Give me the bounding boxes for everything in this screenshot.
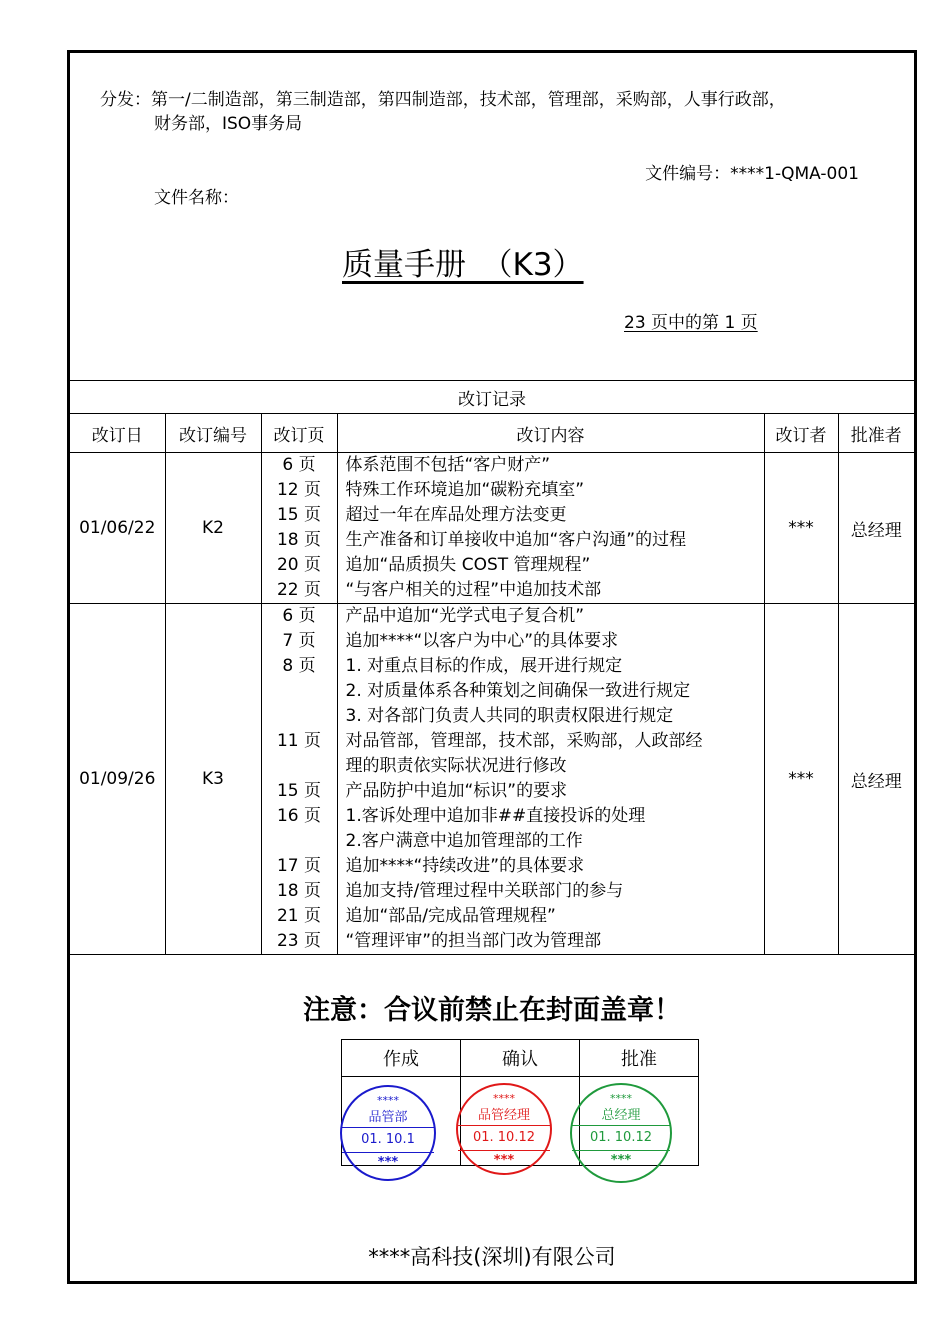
revision-number: K2 xyxy=(165,453,261,604)
list-item: 追加****“以客户为中心”的具体要求 xyxy=(345,631,619,651)
list-item: 18 页 xyxy=(276,530,322,550)
list-item: 17 页 xyxy=(276,856,322,876)
list-item: 追加****“持续改进”的具体要求 xyxy=(345,856,585,876)
stamp-name: *** xyxy=(610,1153,632,1168)
list-item: 理的职责依实际状况进行修改 xyxy=(345,756,567,776)
column-header-number: 改订编号 xyxy=(165,414,261,453)
list-item xyxy=(262,829,337,854)
list-item: 追加“品质损失 COST 管理规程” xyxy=(345,555,591,575)
stamp-date: 01. 10.1 xyxy=(342,1127,434,1153)
list-item: 15 页 xyxy=(276,781,322,801)
stamp-confirmed xyxy=(456,1083,552,1175)
list-item: 15 页 xyxy=(276,505,322,525)
list-item: “管理评审”的担当部门改为管理部 xyxy=(345,931,602,951)
stamp-name: *** xyxy=(493,1153,515,1168)
list-item: 3. 对各部门负责人共同的职责权限进行规定 xyxy=(345,706,674,726)
list-item: 1.客诉处理中追加非##直接投诉的处理 xyxy=(345,806,646,826)
column-header-reviser: 改订者 xyxy=(764,414,838,453)
list-item: 11 页 xyxy=(276,731,322,751)
list-item: 12 页 xyxy=(276,480,322,500)
document-number: 文件编号：****1-QMA-001 xyxy=(645,164,859,184)
list-item: 6 页 xyxy=(282,455,316,475)
revision-contents xyxy=(337,453,764,604)
list-item: 产品防护中追加“标识”的要求 xyxy=(345,781,568,801)
document-title: 质量手册 （K3） xyxy=(342,247,584,283)
list-item: 特殊工作环境追加“碳粉充填室” xyxy=(345,480,585,500)
list-item xyxy=(262,754,337,779)
revision-table xyxy=(70,380,914,955)
revision-number: K3 xyxy=(165,604,261,955)
document-name-label: 文件名称： xyxy=(154,188,239,208)
list-item: 8 页 xyxy=(282,656,316,676)
signoff-label-prepared: 作成 xyxy=(342,1040,461,1077)
signoff-label-approved: 批准 xyxy=(580,1040,699,1077)
table-row xyxy=(70,453,914,604)
revision-pages xyxy=(261,453,337,604)
list-item: 6 页 xyxy=(282,606,316,626)
revision-date: 01/06/22 xyxy=(70,453,165,604)
column-header-content: 改订内容 xyxy=(337,414,764,453)
list-item: 16 页 xyxy=(276,806,322,826)
list-item: 2. 对质量体系各种策划之间确保一致进行规定 xyxy=(345,681,691,701)
column-header-pages: 改订页 xyxy=(261,414,337,453)
list-item: 生产准备和订单接收中追加“客户沟通”的过程 xyxy=(345,530,687,550)
stamp-dept: 品管部 xyxy=(368,1110,408,1125)
company-name: ****高科技(深圳)有限公司 xyxy=(368,1245,616,1269)
revision-reviser: *** xyxy=(764,453,838,604)
list-item: 追加“部品/完成品管理规程” xyxy=(345,906,556,926)
list-item: 21 页 xyxy=(276,906,322,926)
list-item xyxy=(262,704,337,729)
revision-date: 01/09/26 xyxy=(70,604,165,955)
stamp-name: *** xyxy=(377,1155,399,1170)
page-info: 23 页中的第 1 页 xyxy=(624,313,758,333)
list-item: “与客户相关的过程”中追加技术部 xyxy=(345,580,602,600)
revision-contents xyxy=(337,604,764,955)
stamp-prepared xyxy=(340,1085,436,1181)
list-item: 产品中追加“光学式电子复合机” xyxy=(345,606,585,626)
list-item: 体系范围不包括“客户财产” xyxy=(345,455,551,475)
signoff-label-confirmed: 确认 xyxy=(461,1040,580,1077)
list-item xyxy=(262,679,337,704)
table-row xyxy=(70,604,914,955)
revision-pages xyxy=(261,604,337,955)
stamp-date: 01. 10.12 xyxy=(458,1125,550,1151)
stamp-dept: 总经理 xyxy=(601,1108,641,1123)
distribution-line-2: 财务部，ISO事务局 xyxy=(154,114,303,134)
revision-approver: 总经理 xyxy=(838,604,914,955)
list-item: 追加支持/管理过程中关联部门的参与 xyxy=(345,881,624,901)
list-item: 1. 对重点目标的作成，展开进行规定 xyxy=(345,656,623,676)
notice-text: 注意：合议前禁止在封面盖章！ xyxy=(303,995,681,1026)
stamp-top: **** xyxy=(610,1092,632,1105)
revision-approver: 总经理 xyxy=(838,453,914,604)
distribution-line-1: 分发：第一/二制造部，第三制造部，第四制造部，技术部，管理部，采购部，人事行政部， xyxy=(100,90,786,110)
stamp-top: **** xyxy=(493,1092,515,1105)
stamp-top: **** xyxy=(377,1094,399,1107)
list-item: 23 页 xyxy=(276,931,322,951)
list-item: 对品管部，管理部，技术部，采购部，人政部经 xyxy=(345,731,703,751)
stamp-approved xyxy=(570,1083,672,1183)
list-item: 7 页 xyxy=(282,631,316,651)
revision-caption: 改订记录 xyxy=(70,381,914,414)
list-item: 18 页 xyxy=(276,881,322,901)
column-header-date: 改订日 xyxy=(70,414,165,453)
column-header-approver: 批准者 xyxy=(838,414,914,453)
stamp-date: 01. 10.12 xyxy=(572,1125,670,1151)
list-item: 22 页 xyxy=(276,580,322,600)
revision-reviser: *** xyxy=(764,604,838,955)
list-item: 超过一年在库品处理方法变更 xyxy=(345,505,567,525)
list-item: 2.客户满意中追加管理部的工作 xyxy=(345,831,583,851)
list-item: 20 页 xyxy=(276,555,322,575)
stamp-dept: 品管经理 xyxy=(477,1108,530,1123)
document-frame xyxy=(67,50,917,1284)
